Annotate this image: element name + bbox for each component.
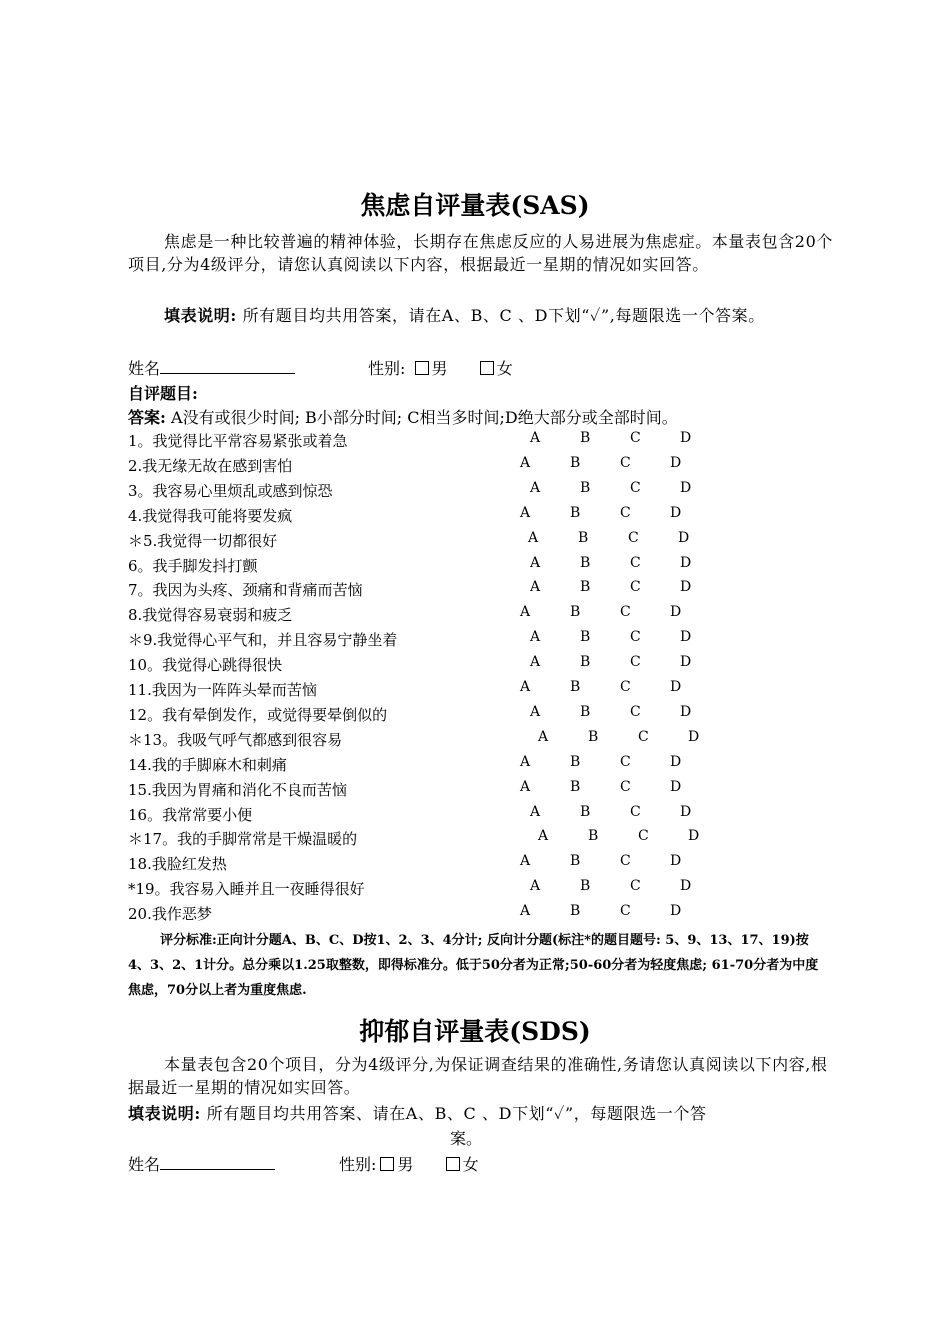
option-a[interactable]: A bbox=[530, 803, 541, 820]
option-d[interactable]: D bbox=[680, 703, 692, 720]
option-d[interactable]: D bbox=[670, 679, 682, 695]
option-a[interactable]: A bbox=[520, 903, 531, 920]
question-row bbox=[128, 704, 728, 724]
sds-male-checkbox[interactable] bbox=[380, 1157, 394, 1171]
option-b[interactable]: B bbox=[580, 430, 591, 446]
option-a[interactable]: A bbox=[528, 529, 539, 546]
option-d[interactable]: D bbox=[670, 504, 682, 521]
question-row bbox=[128, 679, 728, 699]
sds-intro bbox=[128, 1053, 833, 1099]
option-d[interactable]: D bbox=[670, 778, 682, 795]
sds-female-checkbox[interactable] bbox=[446, 1157, 460, 1171]
sds-gender-row bbox=[339, 1152, 479, 1175]
option-c[interactable]: C bbox=[620, 454, 631, 471]
sas-answer-row bbox=[128, 405, 678, 428]
option-c[interactable]: C bbox=[620, 903, 631, 920]
question-text: 4.我觉得我可能将要发疯 bbox=[128, 506, 293, 525]
option-b[interactable]: B bbox=[580, 479, 591, 496]
option-d[interactable]: D bbox=[680, 629, 692, 646]
option-c[interactable]: C bbox=[620, 679, 631, 695]
sas-female-checkbox[interactable] bbox=[480, 361, 494, 375]
option-d[interactable]: D bbox=[680, 878, 692, 895]
option-b[interactable]: B bbox=[570, 778, 581, 795]
option-c[interactable]: C bbox=[620, 604, 631, 621]
option-c[interactable]: C bbox=[620, 778, 631, 795]
question-row bbox=[128, 604, 728, 624]
option-a[interactable]: A bbox=[520, 753, 531, 770]
option-a[interactable]: A bbox=[530, 629, 541, 646]
question-row bbox=[128, 828, 728, 848]
option-c[interactable]: C bbox=[630, 479, 641, 496]
sas-answer-label: 答案: bbox=[128, 408, 166, 427]
option-c[interactable]: C bbox=[630, 703, 641, 720]
sds-instruction-tail: 案。 bbox=[450, 1129, 483, 1148]
option-a[interactable]: A bbox=[520, 679, 531, 695]
option-b[interactable]: B bbox=[580, 629, 591, 646]
sds-name-field[interactable] bbox=[160, 1153, 275, 1170]
option-a[interactable]: A bbox=[520, 504, 531, 521]
sds-male-label: 男 bbox=[397, 1155, 414, 1174]
question-text: 3。我容易心里烦乱或感到惊恐 bbox=[128, 481, 333, 500]
option-b[interactable]: B bbox=[580, 579, 591, 596]
sas-gender-row bbox=[368, 356, 513, 379]
option-b[interactable]: B bbox=[580, 703, 591, 720]
option-a[interactable]: A bbox=[520, 454, 531, 471]
sas-name-label: 姓名 bbox=[128, 359, 161, 378]
question-text: *19。我容易入睡并且一夜睡得很好 bbox=[128, 880, 365, 899]
option-a[interactable]: A bbox=[538, 828, 549, 845]
question-text: 18.我脸红发热 bbox=[128, 855, 227, 874]
option-b[interactable]: B bbox=[570, 853, 581, 870]
question-text: ＊5.我觉得一切都很好 bbox=[128, 531, 278, 550]
sds-gender-label: 性别: bbox=[339, 1155, 377, 1174]
sds-female-label: 女 bbox=[462, 1155, 479, 1174]
option-a[interactable]: A bbox=[530, 703, 541, 720]
option-d[interactable]: D bbox=[688, 728, 700, 745]
option-d[interactable]: D bbox=[670, 853, 682, 870]
question-text: 8.我觉得容易衰弱和疲乏 bbox=[128, 606, 293, 625]
question-text: 6。我手脚发抖打颤 bbox=[128, 556, 258, 575]
sas-name-field[interactable] bbox=[160, 357, 295, 374]
option-d[interactable]: D bbox=[670, 454, 682, 471]
sas-answer-text: A没有或很少时间; B小部分时间; C相当多时间;D绝大部分或全部时间。 bbox=[171, 408, 678, 427]
option-c[interactable]: C bbox=[620, 753, 631, 770]
question-text: 12。我有晕倒发作，或觉得要晕倒似的 bbox=[128, 705, 388, 724]
question-row bbox=[128, 878, 728, 898]
sas-items-heading: 自评题目: bbox=[128, 384, 198, 403]
option-b[interactable]: B bbox=[580, 554, 591, 571]
sas-intro bbox=[128, 230, 833, 276]
sas-scoring bbox=[128, 928, 828, 1003]
option-c[interactable]: C bbox=[638, 828, 649, 845]
option-d[interactable]: D bbox=[670, 753, 682, 770]
option-c[interactable]: C bbox=[630, 803, 641, 820]
option-b[interactable]: B bbox=[578, 529, 589, 546]
sas-gender-label: 性别: bbox=[368, 359, 406, 378]
sas-instruction-text: 所有题目均共用答案，请在A、B、C 、D下划“✓”,每题限选一个答案。 bbox=[242, 306, 765, 325]
question-row bbox=[128, 654, 728, 674]
option-a[interactable]: A bbox=[530, 579, 541, 596]
question-text: ＊13。我吸气呼气都感到很容易 bbox=[128, 730, 343, 749]
question-row bbox=[128, 779, 728, 799]
question-row bbox=[128, 505, 728, 525]
sas-name-row bbox=[128, 356, 295, 379]
sds-instruction-label: 填表说明: bbox=[128, 1104, 201, 1123]
question-text: 11.我因为一阵阵头晕而苦恼 bbox=[128, 681, 317, 699]
question-row bbox=[128, 455, 728, 475]
sas-instruction bbox=[128, 304, 833, 327]
option-c[interactable]: C bbox=[638, 728, 649, 745]
question-row bbox=[128, 903, 728, 923]
question-row bbox=[128, 555, 728, 575]
option-b[interactable]: B bbox=[580, 654, 591, 671]
question-row bbox=[128, 480, 728, 500]
option-b[interactable]: B bbox=[588, 828, 599, 845]
option-a[interactable]: A bbox=[530, 554, 541, 571]
sds-instruction-text: 所有题目均共用答案、请在A、B、C 、D下划“✓”，每题限选一个答 bbox=[206, 1104, 707, 1123]
option-d[interactable]: D bbox=[680, 430, 692, 446]
option-d[interactable]: D bbox=[680, 803, 692, 820]
question-text: ＊17。我的手脚常常是干燥温暖的 bbox=[128, 830, 358, 849]
option-c[interactable]: C bbox=[630, 430, 641, 446]
option-a[interactable]: A bbox=[530, 654, 541, 671]
sas-female-label: 女 bbox=[496, 359, 513, 378]
question-row bbox=[128, 430, 728, 450]
question-text: ＊9.我觉得心平气和，并且容易宁静坐着 bbox=[128, 631, 398, 650]
option-b[interactable]: B bbox=[570, 504, 581, 521]
option-c[interactable]: C bbox=[630, 654, 641, 671]
sas-male-checkbox[interactable] bbox=[415, 361, 429, 375]
option-b[interactable]: B bbox=[580, 803, 591, 820]
sds-instruction bbox=[128, 1102, 833, 1125]
option-c[interactable]: C bbox=[630, 579, 641, 596]
sas-instruction-label: 填表说明: bbox=[164, 306, 237, 325]
sas-intro-text: 焦虑是一种比较普遍的精神体验，长期存在焦虑反应的人易进展为焦虑症。本量表包含20个项目,分为4级评分，请您认真阅读以下内容，根据最近一星期的情况如实回答。 bbox=[128, 232, 833, 274]
option-b[interactable]: B bbox=[580, 878, 591, 895]
question-text: 20.我作恶梦 bbox=[128, 905, 212, 924]
sds-name-row bbox=[128, 1152, 275, 1175]
question-row bbox=[128, 579, 728, 599]
option-c[interactable]: C bbox=[630, 629, 641, 646]
option-d[interactable]: D bbox=[680, 654, 692, 671]
question-text: 10。我觉得心跳得很快 bbox=[128, 656, 283, 675]
question-text: 14.我的手脚麻木和刺痛 bbox=[128, 755, 287, 774]
option-d[interactable]: D bbox=[680, 579, 692, 596]
option-b[interactable]: B bbox=[570, 454, 581, 471]
option-d[interactable]: D bbox=[680, 479, 692, 496]
option-a[interactable]: A bbox=[520, 778, 531, 795]
option-a[interactable]: A bbox=[520, 604, 531, 621]
option-b[interactable]: B bbox=[570, 679, 581, 695]
question-row bbox=[128, 853, 728, 873]
question-text: 1。我觉得比平常容易紧张或着急 bbox=[128, 432, 348, 450]
option-a[interactable]: A bbox=[530, 479, 541, 496]
sds-name-label: 姓名 bbox=[128, 1155, 161, 1174]
option-c[interactable]: C bbox=[620, 504, 631, 521]
option-a[interactable]: A bbox=[530, 430, 541, 446]
option-d[interactable]: D bbox=[688, 828, 700, 845]
option-d[interactable]: D bbox=[670, 903, 682, 920]
option-b[interactable]: B bbox=[570, 753, 581, 770]
option-d[interactable]: D bbox=[670, 604, 682, 621]
sas-scoring-text: 评分标准:正向计分题A、B、C、D按1、2、3、4分计; 反向计分题(标注*的题目题号: 5、9、13、17、19)按4、3、2、1计分。总分乘以1.25取整数，即得标准分。低于50分者为正常;50-60分者为轻度焦虑; 61-70分者为中度焦虑，70分以上者为重度焦虑. bbox=[128, 933, 819, 998]
option-c[interactable]: C bbox=[630, 554, 641, 571]
option-a[interactable]: A bbox=[538, 728, 549, 745]
option-b[interactable]: B bbox=[588, 728, 599, 745]
sas-male-label: 男 bbox=[431, 359, 448, 378]
option-c[interactable]: C bbox=[630, 878, 641, 895]
option-c[interactable]: C bbox=[620, 853, 631, 870]
sas-title: 焦虑自评量表(SAS) bbox=[360, 191, 590, 220]
question-row bbox=[128, 629, 728, 649]
option-a[interactable]: A bbox=[530, 878, 541, 895]
option-b[interactable]: B bbox=[570, 903, 581, 920]
question-text: 16。我常常要小便 bbox=[128, 805, 253, 824]
sds-intro-text: 本量表包含20个项目，分为4级评分,为保证调查结果的准确性,务请您认真阅读以下内容,根据最近一星期的情况如实回答。 bbox=[128, 1055, 828, 1097]
sds-title: 抑郁自评量表(SDS) bbox=[359, 1017, 591, 1046]
question-row bbox=[128, 729, 728, 749]
question-row bbox=[128, 530, 728, 550]
option-b[interactable]: B bbox=[570, 604, 581, 621]
question-row bbox=[128, 754, 728, 774]
question-text: 7。我因为头疼、颈痛和背痛而苦恼 bbox=[128, 581, 363, 600]
option-d[interactable]: D bbox=[680, 554, 692, 571]
question-row bbox=[128, 804, 728, 824]
option-a[interactable]: A bbox=[520, 853, 531, 870]
option-d[interactable]: D bbox=[678, 529, 690, 546]
option-c[interactable]: C bbox=[628, 529, 639, 546]
question-text: 15.我因为胃痛和消化不良而苦恼 bbox=[128, 780, 347, 799]
question-text: 2.我无缘无故在感到害怕 bbox=[128, 456, 293, 475]
